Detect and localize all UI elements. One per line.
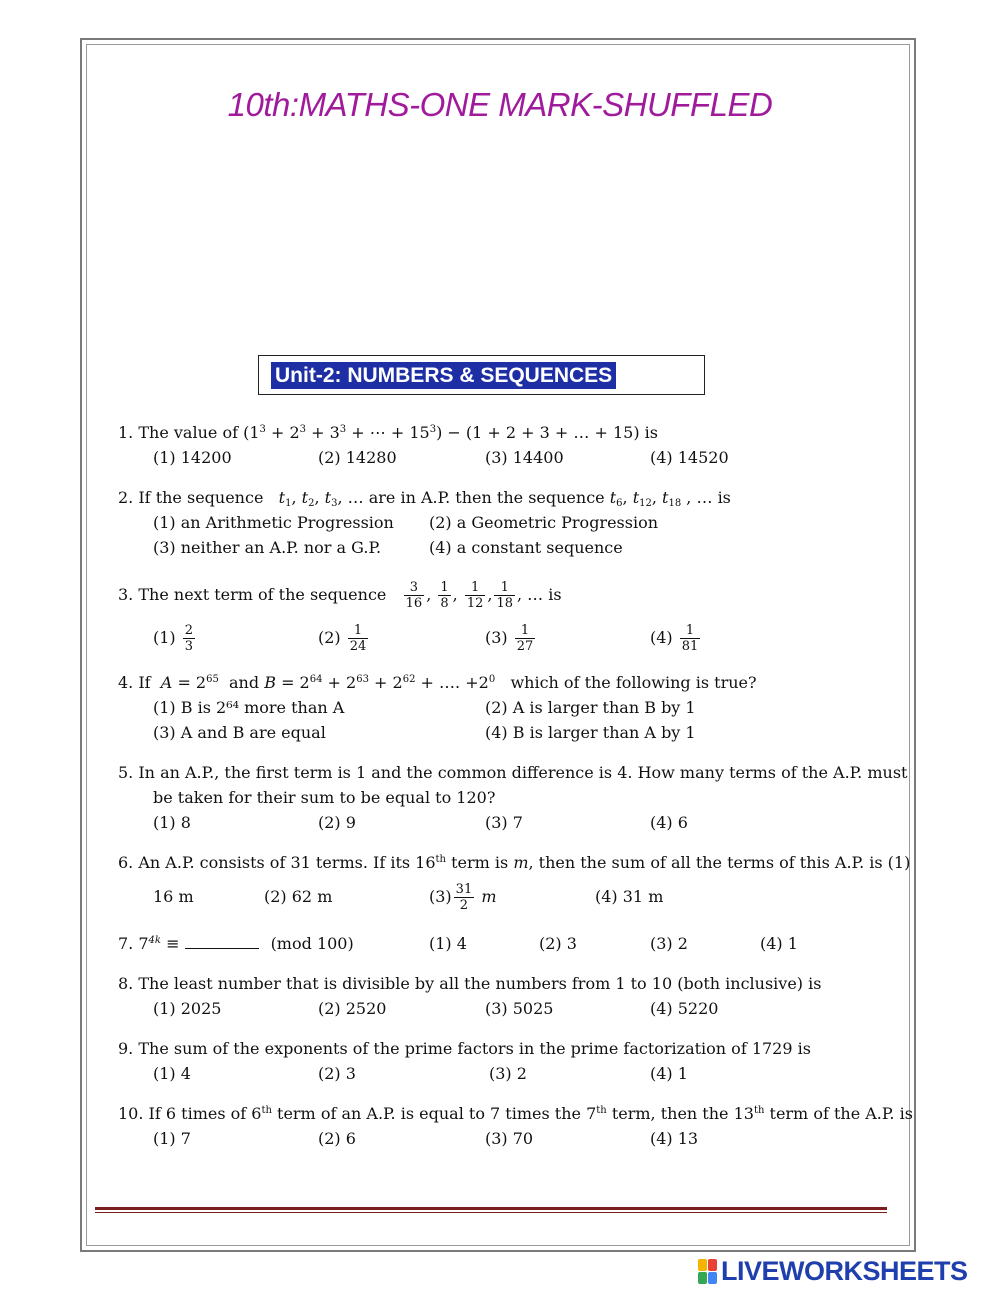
option-4[interactable]: (4) 6 (650, 813, 688, 832)
question-3-stem: 3. The next term of the sequence $\frac{3}{16}$ , $\frac{1}{8}$ , $\frac{1}{12}$ , $\frac{1}{18}$ , … is (118, 580, 562, 611)
question-8-options (118, 996, 888, 1021)
option-1[interactable]: (1) 4 (153, 1064, 191, 1083)
question-2-options-a (118, 510, 888, 535)
question-1 (118, 420, 888, 470)
option-1[interactable]: (1) B is 2⁶⁴ more than A (153, 698, 345, 717)
question-9-stem: 9. The sum of the exponents of the prime factors in the prime factorization of 1729 is (118, 1039, 811, 1058)
option-1[interactable]: (1) an Arithmetic Progression (153, 513, 394, 532)
question-1-stem: 1. The value of ($1^3 + 2^3 + 3^3$ + ⋯ + $15^3) - (1 + 2 + 3$ + … + 15) is (118, 423, 658, 442)
option-1[interactable]: (1) 8 (153, 813, 191, 832)
question-8-stem: 8. The least number that is divisible by all the numbers from 1 to 10 (both inclusive) is (118, 974, 822, 993)
question-7 (118, 931, 888, 956)
fraction: $\frac{1}{18}$ (496, 580, 513, 611)
question-5-options (118, 810, 888, 835)
footer-rule (95, 1207, 887, 1210)
unit-heading-box (258, 355, 705, 395)
option-2[interactable]: (2) 3 (539, 934, 577, 953)
option-3[interactable]: (3) 2 (650, 934, 688, 953)
question-2 (118, 485, 888, 560)
option-2[interactable]: (2) $\frac{1}{24}$ (318, 623, 367, 654)
option-3[interactable]: (3) A and B are equal (153, 723, 326, 742)
question-6-options (118, 875, 888, 919)
option-3[interactable]: (3) 14400 (485, 448, 564, 467)
option-4[interactable]: (4) a constant sequence (429, 538, 623, 557)
question-5 (118, 760, 908, 835)
brand-name: LIVEWORKSHEETS (721, 1255, 968, 1286)
option-4[interactable]: (4) 1 (650, 1064, 688, 1083)
liveworksheets-brand[interactable] (698, 1257, 968, 1285)
question-4-options-b (118, 720, 888, 745)
option-3[interactable]: (3) $\frac{1}{27}$ (485, 623, 534, 654)
option-2[interactable]: (2) 6 (318, 1129, 356, 1148)
option-1[interactable]: (1) $\frac{2}{3}$ (153, 623, 194, 654)
option-2[interactable]: (2) 62 m (264, 887, 333, 906)
option-4[interactable]: (4) 5220 (650, 999, 719, 1018)
option-1[interactable]: (1) 2025 (153, 999, 222, 1018)
option-2[interactable]: (2) 14280 (318, 448, 397, 467)
question-5-stem-line2: be taken for their sum to be equal to 120? (153, 788, 496, 807)
question-1-options (118, 445, 888, 470)
question-3-options (118, 616, 888, 660)
question-2-options-b (118, 535, 888, 560)
option-2[interactable]: (2) 9 (318, 813, 356, 832)
option-2[interactable]: (2) a Geometric Progression (429, 513, 659, 532)
option-2[interactable]: (2) 2520 (318, 999, 387, 1018)
option-4[interactable]: (4) 14520 (650, 448, 729, 467)
question-2-stem: 2. If the sequence $t_1$, $t_2$, $t_3$, … are in A.P. then the sequence $t_6$, $t_{12}$, $t_{18}$ , … is (118, 488, 731, 509)
option-1[interactable]: (1) 4 (429, 934, 467, 953)
question-10-options (118, 1126, 888, 1151)
question-9-options (118, 1061, 888, 1086)
option-3[interactable]: (3) neither an A.P. nor a G.P. (153, 538, 382, 557)
option-1[interactable]: (1) 14200 (153, 448, 232, 467)
option-4[interactable]: (4) B is larger than A by 1 (485, 723, 696, 742)
fraction: $\frac{1}{12}$ (466, 580, 484, 611)
question-8 (118, 971, 888, 1021)
option-4[interactable]: (4) 31 m (595, 887, 664, 906)
question-6 (118, 850, 911, 919)
worksheet-title: 10th:MATHS-ONE MARK-SHUFFLED (227, 86, 773, 123)
fraction: $\frac{1}{8}$ (440, 580, 449, 611)
option-3[interactable]: (3) 2 (489, 1064, 527, 1083)
liveworksheets-logo-icon (698, 1259, 717, 1284)
question-9 (118, 1036, 888, 1086)
option-4[interactable]: (4) 1 (760, 934, 798, 953)
option-1[interactable]: 16 m (153, 887, 194, 906)
question-3 (118, 574, 888, 660)
question-4-stem: 4. If $A = 2^{65}$ and $B = 2^{64} + 2^{63} + 2^{62}$ + …. $+2^0$ which of the following is true? (118, 673, 757, 692)
option-4[interactable]: (4) 13 (650, 1129, 699, 1148)
option-2[interactable]: (2) A is larger than B by 1 (485, 698, 696, 717)
question-10 (118, 1101, 913, 1151)
option-3[interactable]: (3) 5025 (485, 999, 554, 1018)
fraction: $\frac{3}{16}$ (405, 580, 423, 611)
option-3[interactable]: (3) 7 (485, 813, 523, 832)
unit-heading: Unit-2: NUMBERS & SEQUENCES (271, 362, 616, 389)
option-3[interactable]: (3) $\frac{31}{2}$ m (429, 882, 497, 913)
option-2[interactable]: (2) 3 (318, 1064, 356, 1083)
footer-rule-thin (95, 1212, 887, 1213)
question-6-stem: 6. An A.P. consists of 31 terms. If its 16th term is m, then the sum of all the terms of this A.P. is (1) (118, 853, 911, 872)
question-7-stem: 7. $7^{4k} \equiv (mod$ 100) (1) 4 (2) 3 (3) 2 (4) 1 (118, 931, 888, 956)
option-3[interactable]: (3) 70 (485, 1129, 534, 1148)
question-10-stem: 10. If 6 times of 6th term of an A.P. is equal to 7 times the 7th term, then the 13th term of the A.P. is (118, 1104, 913, 1123)
option-1[interactable]: (1) 7 (153, 1129, 191, 1148)
question-4-options-a (118, 695, 888, 720)
option-4[interactable]: (4) $\frac{1}{81}$ (650, 623, 699, 654)
answer-blank[interactable] (185, 934, 259, 949)
question-5-stem: 5. In an A.P., the first term is 1 and the common difference is 4. How many terms of the A.P. must (118, 763, 908, 782)
question-4 (118, 670, 888, 745)
